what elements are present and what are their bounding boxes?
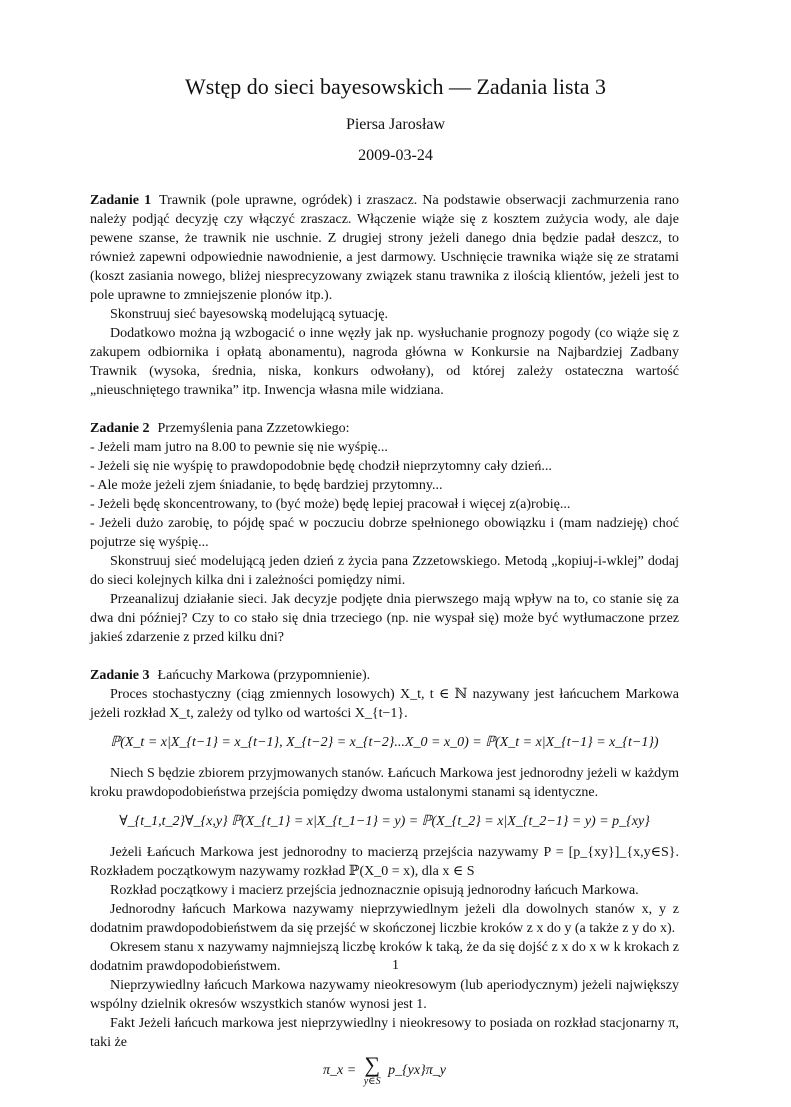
sum-limit: y∈S xyxy=(363,1076,381,1087)
task-paragraph: Fakt Jeżeli łańcuch markowa jest nieprzywiedlny i nieokresowy to posiada on rozkład stacjonarny π, taki że xyxy=(90,1016,679,1050)
equation-stationary xyxy=(90,1054,679,1088)
equation-homogeneity: ∀_{t_1,t_2}∀_{x,y} ℙ(X_{t_1} = x|X_{t_1−1} = y) = ℙ(X_{t_2} = x|X_{t_2−1} = y) = p_{xy} xyxy=(119,814,650,829)
task-paragraph: Trawnik (pole uprawne, ogródek) i zraszacz. Na podstawie obserwacji zachmurzenia rano należy podjąć decyzję czy włączyć zraszacz. Włączenie wiąże się z kosztem zużycia wody, ale daje pewene szanse, że trawnik nie uschnie. Z drugiej strony jeżeli danego dnia będzie padał deszcz, to również zapewni odpowiednie nawodnienie, a jest darmowy. Uschnięcie trawnika wiąże się ze stratami (koszt zasiania nowego, bliżej niesprecyzowany związek stanu trawnika z ilością klientów, jeżeli jest to pole uprawne to zmniejszenie plonów itp.). xyxy=(90,193,680,303)
bullet-item: - Jeżeli będę skoncentrowany, to (być może) będę lepiej pracował i więcej z(a)robię... xyxy=(90,497,571,512)
task-1 xyxy=(90,191,679,400)
task-3 xyxy=(90,666,679,1088)
task-heading: Zadanie 2 xyxy=(90,421,150,436)
task-paragraph: Proces stochastyczny (ciąg zmiennych losowych) X_t, t ∈ ℕ nazywany jest łańcuchem Markowa jeżeli rozkład X_t, zależy od tylko od wartości X_{t−1}. xyxy=(90,687,679,721)
document-title: Wstęp do sieci bayesowskich — Zadania lista 3 xyxy=(185,74,606,99)
bullet-item: - Jeżeli mam jutro na 8.00 to pewnie się nie wyśpię... xyxy=(90,440,388,455)
equation-markov-property: ℙ(X_t = x|X_{t−1} = x_{t−1}, X_{t−2} = x_{t−2}...X_0 = x_0) = ℙ(X_t = x|X_{t−1} = x_{t−1}) xyxy=(110,735,659,750)
bullet-item: - Jeżeli dużo zarobię, to pójdę spać w poczuciu dobrze spełnionego obowiązku i (mam nadzieję) choć pojutrze się wyśpię... xyxy=(90,516,679,550)
task-paragraph: Niech S będzie zbiorem przyjmowanych stanów. Łańcuch Markowa jest jednorodny jeżeli w każdym kroku prawdopodobieństwa przejścia pomiędzy dwoma ustalonymi stanami są identyczne. xyxy=(90,766,679,800)
task-paragraph: Przeanalizuj działanie sieci. Jak decyzje podjęte dnia pierwszego mają wpływ na to, co stanie się za dwa dni później? Czy to co stało się dnia trzeciego (np. nie wyspał się) może być wytłumaczone przez jakieś zdarzenie z przed kilku dni? xyxy=(90,592,679,645)
sum-operator xyxy=(364,1054,381,1088)
sigma-symbol: ∑ xyxy=(364,1052,380,1077)
task-paragraph: Jeżeli Łańcuch Markowa jest jednorodny to macierzą przejścia nazywamy P = [p_{xy}]_{x,y∈S}. Rozkładem początkowym nazywamy rozkład ℙ(X_0 = x), dla x ∈ S xyxy=(90,845,679,879)
bullet-item: - Ale może jeżeli zjem śniadanie, to będę bardziej przytomny... xyxy=(90,478,443,493)
equation-rhs: p_{yx}π_y xyxy=(388,1063,446,1079)
document-date: 2009-03-24 xyxy=(358,147,433,164)
task-paragraph: Jednorodny łańcuch Markowa nazywamy nieprzywiedlnym jeżeli dla dowolnych stanów x, y z dodatnim prawdopodobieństwem da się przejść w skończonej liczbie kroków z x do y (a także z y do x). xyxy=(90,902,679,936)
task-paragraph: Nieprzywiedlny łańcuch Markowa nazywamy nieokresowym (lub aperiodycznym) jeżeli największy wspólny dzielnik okresów wszystkich stanów wynosi jest 1. xyxy=(90,978,679,1012)
task-paragraph: Skonstruuj sieć modelującą jeden dzień z życia pana Zzzetowskiego. Metodą „kopiuj-i-wklej” dodaj do sieci kolejnych kilka dni i zależności pomiędzy nimi. xyxy=(90,554,679,588)
page-number: 1 xyxy=(392,958,399,973)
task-heading: Zadanie 3 xyxy=(90,668,150,683)
task-paragraph: Skonstruuj sieć bayesowską modelującą sytuację. xyxy=(110,307,388,322)
task-intro: Przemyślenia pana Zzzetowkiego: xyxy=(157,421,350,436)
task-2 xyxy=(90,419,679,647)
task-intro: Łańcuchy Markowa (przypomnienie). xyxy=(157,668,371,683)
task-paragraph: Okresem stanu x nazywamy najmniejszą liczbę kroków k taką, że da się dojść z x do x w k krokach z dodatnim prawdopodobieństwem. xyxy=(90,940,679,974)
equation-lhs: π_x = xyxy=(323,1063,357,1079)
document-author: Piersa Jarosław xyxy=(345,116,446,133)
task-paragraph: Dodatkowo można ją wzbogacić o inne węzły jak np. wysłuchanie prognozy pogody (co wiąże się z zakupem odbiornika i opłatą abonamentu), nagroda główna w Konkursie na Najbardziej Zadbany Trawnik (wysoka, średnia, niska, konkurs odwołany), od której zależy ostateczna wartość „nieuschniętego trawnika” itp. Inwencja własna mile widziana. xyxy=(90,326,679,398)
task-paragraph: Rozkład początkowy i macierz przejścia jednoznacznie opisują jednorodny łańcuch Markowa. xyxy=(110,883,639,898)
bullet-item: - Jeżeli się nie wyśpię to prawdopodobnie będę chodził nieprzytomny cały dzień... xyxy=(90,459,552,474)
task-heading: Zadanie 1 xyxy=(90,193,152,208)
